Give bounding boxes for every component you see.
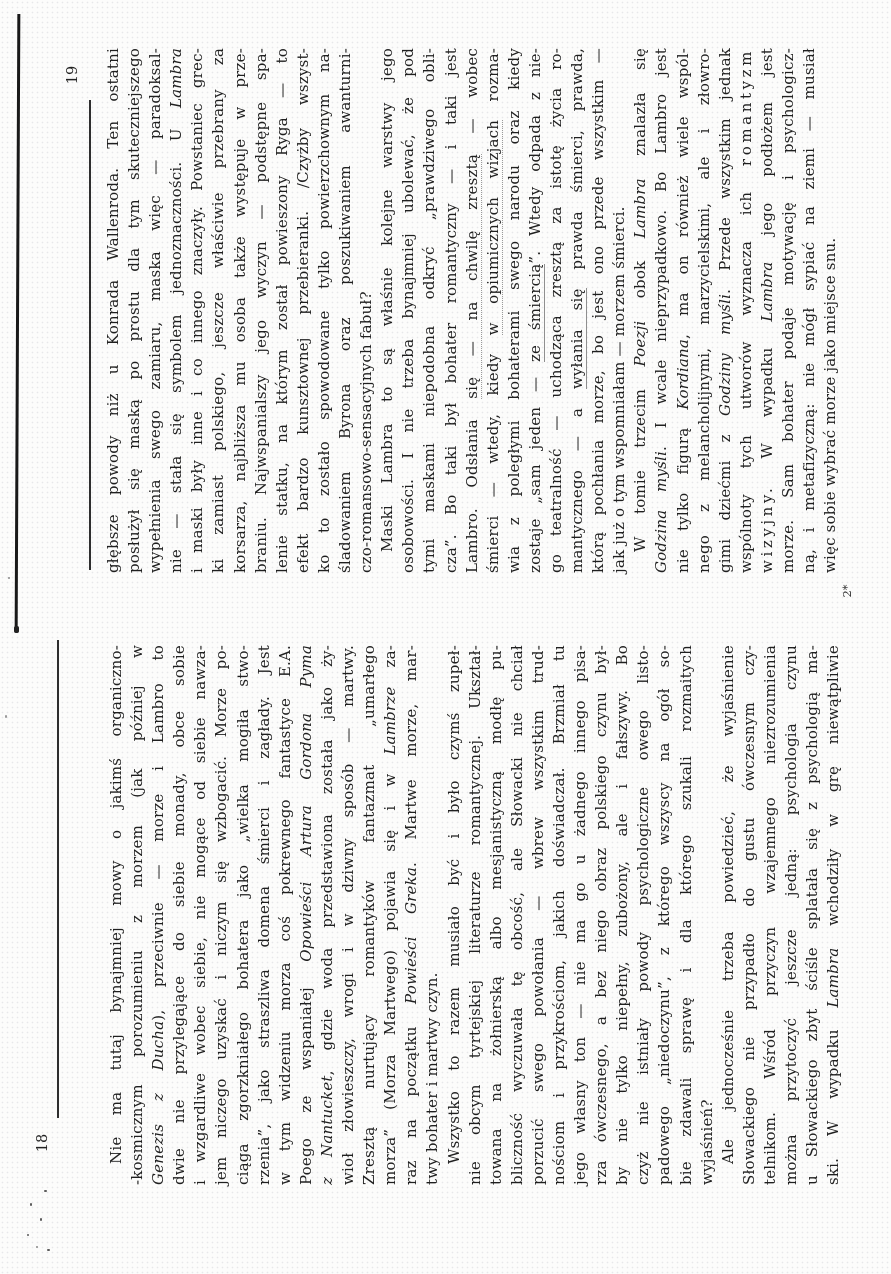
text-segment: . Martwe morze, mar- [402,645,421,867]
text-segment: braniu. Najwspanialszy jego wyczyn — podstępne spa- [251,48,270,573]
text-segment: obok [631,238,650,321]
text-segment: W wypadku [757,321,776,485]
text-segment: nościom i przykrościom, jakich doświadczał. Brzmiał tu [549,645,568,1185]
text-line [567,48,588,573]
text-segment: Godziny myśli [715,293,734,416]
text-segment: rozma- [483,48,502,120]
text-segment: śladowaniem Byrona oraz poszukiwaniem awanturni- [336,48,355,573]
text-line [504,48,525,573]
text-line [356,48,377,573]
text-segment: nego z melancholijnymi, marzycielskimi, ale i złowro- [694,48,713,573]
text-line [103,48,124,573]
text-segment: nie obcym tyrtejskiej literaturze romantycznej. Ukształ- [465,645,484,1185]
text-line [483,48,504,573]
text-segment: ski. W wypadku [824,1007,843,1185]
text-segment: głębsze powody niż u Konrada Wallenroda. Ten ostatni [104,48,122,573]
text-line [486,645,507,1185]
text-segment: czo-romansowo-sensacyjnych fabuł? [357,291,376,573]
scan-edge-blob [14,626,19,633]
text-segment: morza” (Morza Martwego) pojawia się i w [381,754,400,1185]
text-segment: i maski były inne i co innego znaczyły. Powstaniec grec- [188,48,207,573]
text-segment: jak już o tym wspomniałam — morzem śmierci. [610,206,629,573]
text-segment: Powieści Greka [402,866,421,1004]
text-line [359,645,380,1185]
text-line [296,645,317,1185]
scan-speck [36,1246,38,1248]
text-segment: z Nantucket [317,1075,336,1185]
scan-edge-line [14,14,19,629]
text-line [673,48,694,573]
text-segment: Wszystko to razem musiało być i było czymś zupeł- [444,645,463,1164]
text-segment: porzucić swego powołania — wbrew wszystkim trud- [528,645,547,1185]
text-segment: można przytoczyć jeszcze jedną: psychologia czynu [782,645,800,1185]
text-line [148,645,169,1185]
text-segment: romantyzm [736,48,755,167]
text-segment: Lambra [631,178,650,239]
pencil-underlined-text: ze śmiercią [525,263,544,363]
text-segment: w tym widzeniu morza coś pokrewnego fantastyce E.A. [275,645,294,1185]
text-segment: by nie tylko niepełny, zubożony, ale i fałszywy. Bo [613,645,632,1185]
page-19-block [103,48,843,573]
text-segment: wchodziły w grę niewątpliwie [824,645,843,948]
text-segment: wypełnienia swego zamiaru, maska więc — paradoksal- [146,48,165,573]
text-line [377,48,398,573]
text-line [380,645,401,1185]
scan-speck [40,1218,42,1221]
text-line [546,48,567,573]
pencil-underlined-text: w opiumicznych wizjach [483,119,502,336]
text-segment: jem niczego uzyskać i niczym się wzbogacić. Morze po- [212,645,231,1185]
text-segment: Lambra [824,947,843,1008]
text-line [187,48,208,573]
text-line [398,48,419,573]
page-18-block [106,645,846,1185]
text-segment: Lambrze [381,686,400,755]
text-segment: nie — stała się symbolem jednoznaczności. U [167,108,186,573]
text-line [422,645,443,1185]
text-line [718,645,739,1185]
text-segment: Maski Lambra to są właśnie kolejne warstwy jego [378,48,397,552]
text-segment: Lambra [757,261,776,322]
text-line [127,645,148,1185]
text-segment: za- [381,644,400,687]
text-line [781,645,802,1185]
text-segment: — wobec [462,48,481,154]
text-segment: Poezji [631,320,650,367]
text-segment: Lambra [167,48,186,109]
text-segment: osobowości. I nie trzeba bynajmniej ubolewać, że pod [399,48,418,573]
scan-speck [30,1203,32,1206]
text-line [338,645,359,1185]
text-segment: bie zdawali sprawę i dla którego szukali rozmaitych [676,645,695,1185]
text-segment: bliczność wyczuwała tę obcość, ale Słowacki nie chciał [507,645,526,1185]
text-segment: morze. Sam bohater podaje motywację i psychologicz- [779,48,797,573]
text-line [462,48,483,573]
text-segment: ), przeciwnie — morze i Lambro to [149,645,168,1021]
text-segment: gimi dziećmi z [715,416,734,573]
text-segment: telnikom. Wśród przyczyn wzajemnego niezrozumienia [760,645,779,1185]
text-segment: cza”. Bo taki był bohater romantyczny — i taki jest [441,48,460,573]
text-line [802,645,823,1185]
text-segment: zostaje „sam jeden — [525,362,544,573]
page-number-19: 19 [65,65,81,85]
text-line [190,645,211,1185]
text-segment: Nie ma tutaj bynajmniej mowy o jakimś organiczno- [107,645,125,1164]
text-line [208,48,229,573]
scan-speck [47,1249,50,1251]
text-line [145,48,166,573]
text-line [823,645,844,1185]
text-segment: ”. Wtedy odpada z nie- [525,48,544,264]
text-line [211,645,232,1185]
text-segment: dwie nie przylegające do siebie monady, obce sobie [170,645,189,1185]
text-segment: W tomie trzecim [631,366,650,552]
text-segment: tymi maskami niepodobna odkryć „prawdziwego obli- [420,48,439,573]
text-line [314,48,335,573]
text-line [106,645,127,1185]
text-segment: Poego ze wspaniałej [296,961,315,1185]
text-line [401,645,422,1185]
text-line [694,48,715,573]
text-segment: wioł złowieszczy, wrogi i w dziwny sposób — martwy. [339,645,358,1185]
text-segment: posłużył się maską po prostu dla tym skuteczniejszego [125,48,144,573]
text-segment: . I wcale nieprzypadkowo. Bo Lambro jest [652,47,671,451]
header-rule-19 [89,100,91,570]
text-segment: i wzgardliwe wobec siebie, nie mogące od siebie nawza- [191,645,210,1185]
text-line [272,48,293,573]
text-line [166,48,187,573]
text-line [335,48,356,573]
text-segment: -kosmicznym porozumieniu z morzem (jak później w [128,645,147,1185]
text-segment: czyż nie istniały powody psychologiczne owego listo- [634,645,653,1185]
text-line [233,645,254,1185]
text-segment: śmierci — wtedy, kiedy [483,335,502,573]
text-line [736,48,757,573]
scan-speck [8,577,10,579]
text-line [633,645,654,1185]
text-segment: raz na początku [402,1003,421,1185]
page-number-18: 18 [35,1133,51,1153]
page-19-text [103,48,843,573]
text-line [715,48,736,573]
text-segment: ki zamiast polskiego, jeszcze właściwie przebrany za [209,48,228,573]
text-line [609,48,630,573]
text-line [799,48,820,573]
text-segment: padowego „niedoczynu”, z którego wszyscy na ogół so- [655,645,674,1185]
text-segment: efekt bardzo kunsztownej przebieranki. /Czyżby wszyst- [293,48,312,573]
text-segment: Godzina myśli [652,450,671,573]
text-line [254,645,275,1185]
text-segment: Zresztą nurtujący romantyków fantazmat „umarłego [360,645,379,1185]
text-line [230,48,251,573]
text-segment: znalazła się [631,48,650,179]
text-segment: Lambro. Odsłania [462,398,481,573]
text-line [757,48,778,573]
text-line [251,48,272,573]
page-18-text [106,645,846,1185]
text-segment: , ma on również wiele wspól- [673,48,692,339]
text-segment: go teatralność — uchodząca zresztą za istotę życia ro- [546,48,565,573]
text-line [630,48,651,573]
text-segment: którą pochłania morze, bo jest ono przede wszystkim — [589,48,608,573]
text-line [465,645,486,1185]
text-line [676,645,697,1185]
text-segment: . Przede wszystkim jednak [715,47,734,294]
signature-mark: 2* [840,584,854,598]
scan-speck [27,1234,29,1236]
text-segment: jego własny ton — nie ma go u żadnego innego pisa- [571,645,590,1185]
text-segment: Opowieści Artura Gordona Pyma [296,644,315,962]
text-line [651,48,672,573]
text-segment: lenie statku, na którym został powieszony Ryga — to [272,48,291,573]
text-line [778,48,799,573]
text-line [591,645,612,1185]
text-segment: twy bohater i martwy czyn. [423,972,442,1185]
text-line [612,645,633,1185]
text-line [169,645,190,1185]
text-segment: prawda śmierci, prawda, [568,48,587,289]
text-line [588,48,609,573]
text-line [124,48,145,573]
text-line [275,645,296,1185]
text-segment: rza ówczesnego, a bez niego obraz polskiego czynu był- [592,645,611,1185]
text-segment: Kordiana [673,339,692,410]
text-line [419,48,440,573]
text-segment: wia z poległymi bohaterami swego narodu oraz kiedy [504,48,523,573]
text-line [293,48,314,573]
pencil-underlined-text: się — na chwilę zresztą [462,153,481,399]
text-line [697,645,718,1185]
text-segment: , gdzie woda przedstawiona została jako ży- [317,645,336,1076]
text-line [570,645,591,1185]
text-segment: mantycznego — a [568,389,587,573]
text-segment: korsarza, najbliższa mu osoba także występuje w prze- [230,48,249,573]
text-line [444,645,465,1185]
text-line [820,48,841,573]
text-segment: wizyjny. [757,484,776,573]
header-rule-18 [57,640,59,1118]
text-segment: Ale jednocześnie trzeba powiedzieć, że wyjaśnienie [718,645,737,1164]
text-segment: Genezis z Ducha [149,1020,168,1185]
scan-speck [5,715,7,718]
text-segment: ciąga zgorzkniałego bohatera jako „wielka mogiła stwo- [233,645,252,1185]
text-segment: u Słowackiego zbyt ściśle splatała się z psychologią ma- [803,645,822,1185]
text-segment: jego podłożem jest [757,48,776,262]
text-line [760,645,781,1185]
text-segment: więc sobie wybrać morze jako miejsce snu. [821,237,840,573]
text-line [441,48,462,573]
text-segment: wspólnoty tych utworów wyznacza ich [736,166,755,573]
text-line [525,48,546,573]
pencil-underlined-text: wyłania się [568,288,587,390]
text-segment: towana na żołnierską albo mesjanistyczną modłę pu- [486,645,505,1185]
text-line [507,645,528,1185]
text-segment: ko to zostało spowodowane tylko powierzchownym na- [314,48,333,573]
text-segment: wyjaśnień? [697,1099,716,1185]
text-segment: nie tylko figurą [673,409,692,573]
text-line [528,645,549,1185]
text-line [739,645,760,1185]
text-line [549,645,570,1185]
text-segment: rzenia”, jako straszliwa domena śmierci i zagłady. Jest [254,645,273,1185]
text-line [317,645,338,1185]
text-line [654,645,675,1185]
scan-speck [44,1190,47,1192]
text-segment: ną, i metafizyczną: nie mógł sypiać na ziemi — musiał [800,48,819,573]
text-segment: Słowackiego nie przypadło do gustu ówczesnym czy- [739,645,758,1185]
